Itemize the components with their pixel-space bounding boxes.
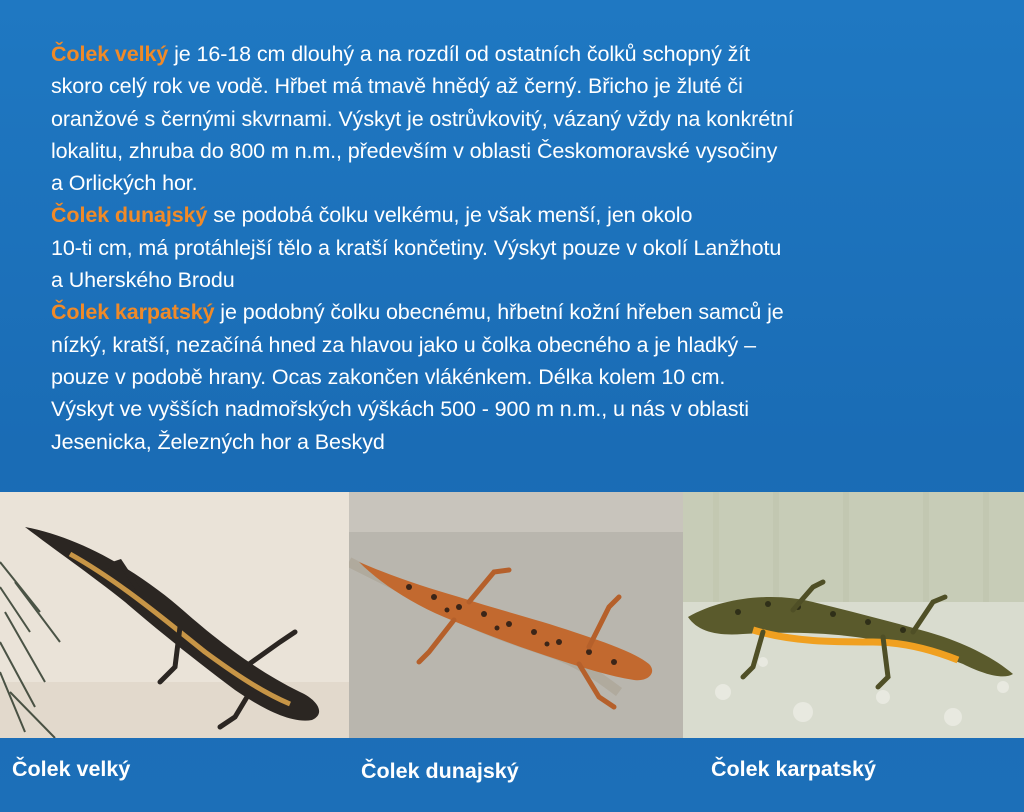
text-line: a Uherského Brodu	[51, 268, 235, 293]
photo-colek-karpatsky	[683, 492, 1024, 738]
paragraph-colek-karpatsky	[51, 296, 1011, 457]
caption-colek-dunajsky: Čolek dunajský	[361, 759, 519, 783]
text-line: se podobá čolku velkému, je však menší, jen okolo	[207, 203, 693, 228]
text-line: pouze v podobě hrany. Ocas zakončen vlákénkem. Délka kolem 10 cm.	[51, 364, 726, 389]
paragraph-colek-velky	[51, 38, 1011, 199]
species-name-colek-karpatsky: Čolek karpatský	[51, 300, 215, 325]
caption-colek-karpatsky: Čolek karpatský	[711, 757, 876, 781]
caption-colek-velky: Čolek velký	[12, 757, 131, 781]
text-line: 10-ti cm, má protáhlejší tělo a kratší končetiny. Výskyt pouze v okolí Lanžhotu	[51, 235, 782, 260]
text-line: je 16-18 cm dlouhý a na rozdíl od ostatních čolků schopný žít	[168, 42, 751, 66]
species-name-colek-velky: Čolek velký	[51, 42, 169, 66]
text-line: oranžové s černými skvrnami. Výskyt je ostrůvkovitý, vázaný vždy na konkrétní	[51, 106, 794, 131]
text-line: a Orlických hor.	[51, 171, 198, 196]
text-line: Výskyt ve vyšších nadmořských výškách 500 - 900 m n.m., u nás v oblasti	[51, 397, 749, 422]
description-text	[51, 38, 1011, 458]
text-line: Jesenicka, Železných hor a Beskyd	[51, 429, 385, 454]
photo-colek-velky	[0, 492, 349, 738]
text-line: nízký, kratší, nezačíná hned za hlavou jako u čolka obecného a je hladký –	[51, 332, 756, 357]
photo-colek-dunajsky	[349, 492, 683, 738]
photo-row	[0, 492, 1024, 738]
species-name-colek-dunajsky: Čolek dunajský	[51, 203, 208, 228]
text-line: je podobný čolku obecnému, hřbetní kožní hřeben samců je	[214, 300, 784, 325]
text-line: skoro celý rok ve vodě. Hřbet má tmavě hnědý až černý. Břicho je žluté či	[51, 74, 743, 99]
paragraph-colek-dunajsky	[51, 199, 1011, 296]
text-line: lokalitu, zhruba do 800 m n.m., především v oblasti Českomoravské vysočiny	[51, 138, 778, 163]
